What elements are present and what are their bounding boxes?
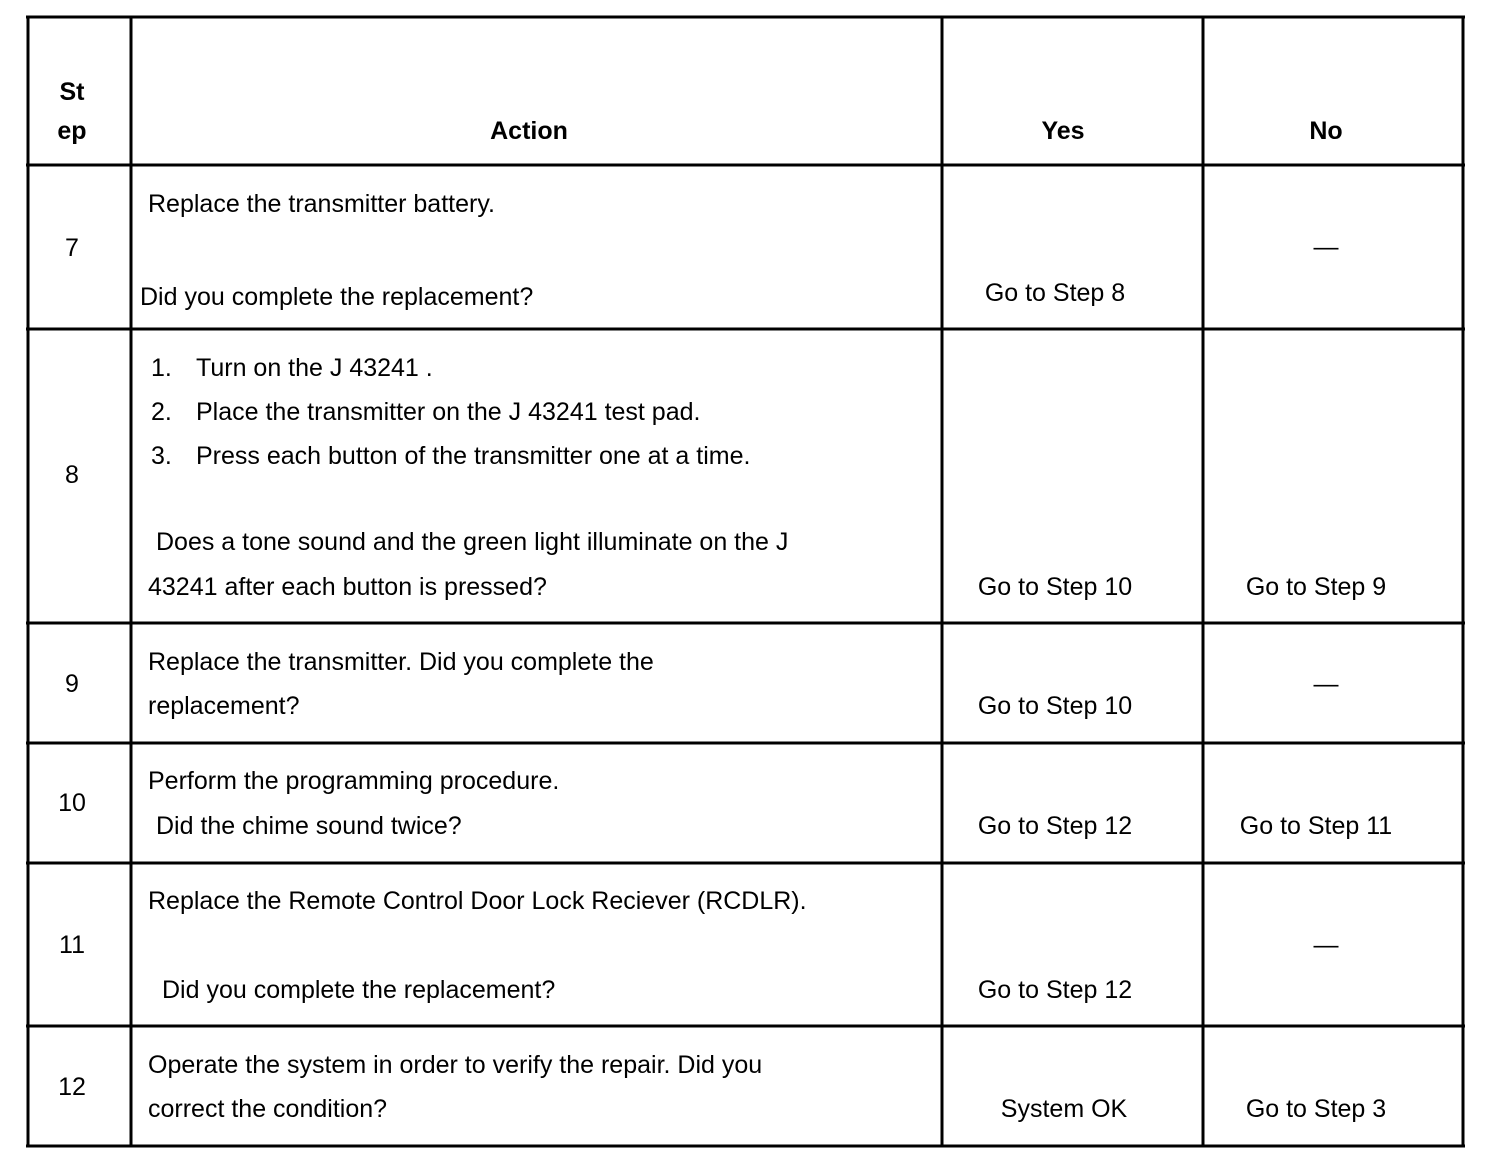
- header-step-line1: St: [59, 78, 85, 106]
- yes-cell: Go to Step 8: [984, 279, 1126, 307]
- list-item: Press each button of the transmitter one at a time.: [196, 442, 751, 470]
- list-item-number: 2.: [151, 398, 172, 426]
- header-step-line2: ep: [57, 117, 87, 145]
- list-item-number: 3.: [151, 442, 172, 470]
- no-cell: Go to Step 3: [1245, 1095, 1387, 1123]
- step-number: 12: [58, 1073, 86, 1101]
- action-text: Replace the Remote Control Door Lock Reciever (RCDLR).: [148, 887, 807, 915]
- header-action: Action: [490, 117, 568, 145]
- yes-cell: Go to Step 12: [977, 976, 1133, 1004]
- action-question: Does a tone sound and the green light illuminate on the J: [156, 528, 789, 556]
- no-cell: —: [1313, 931, 1339, 959]
- step-number: 9: [65, 670, 79, 698]
- action-question: correct the condition?: [148, 1095, 388, 1123]
- action-question: Did you complete the replacement?: [162, 976, 556, 1004]
- action-text: Operate the system in order to verify the repair. Did you: [148, 1051, 763, 1079]
- step-number: 10: [58, 789, 86, 817]
- no-cell: —: [1313, 670, 1339, 698]
- list-item: Place the transmitter on the J 43241 test pad.: [196, 398, 701, 426]
- header-yes: Yes: [1041, 117, 1085, 145]
- action-text: Replace the transmitter. Did you complete the: [148, 648, 654, 676]
- yes-cell: System OK: [1000, 1095, 1128, 1123]
- header-no: No: [1309, 117, 1343, 145]
- no-cell: Go to Step 11: [1239, 812, 1393, 840]
- step-number: 7: [65, 234, 79, 262]
- action-text: Perform the programming procedure.: [148, 767, 560, 795]
- yes-cell: Go to Step 10: [977, 573, 1133, 601]
- action-text: Replace the transmitter battery.: [148, 190, 495, 218]
- action-text: replacement?: [148, 692, 300, 720]
- step-number: 8: [65, 461, 79, 489]
- no-cell: —: [1313, 233, 1339, 261]
- action-question: Did you complete the replacement?: [140, 283, 534, 311]
- yes-cell: Go to Step 10: [977, 692, 1133, 720]
- list-item-number: 1.: [151, 354, 172, 382]
- step-number: 11: [59, 931, 85, 959]
- yes-cell: Go to Step 12: [977, 812, 1133, 840]
- list-item: Turn on the J 43241 .: [196, 354, 433, 382]
- no-cell: Go to Step 9: [1245, 573, 1387, 601]
- action-question: Did the chime sound twice?: [156, 812, 462, 840]
- action-question: 43241 after each button is pressed?: [148, 573, 547, 601]
